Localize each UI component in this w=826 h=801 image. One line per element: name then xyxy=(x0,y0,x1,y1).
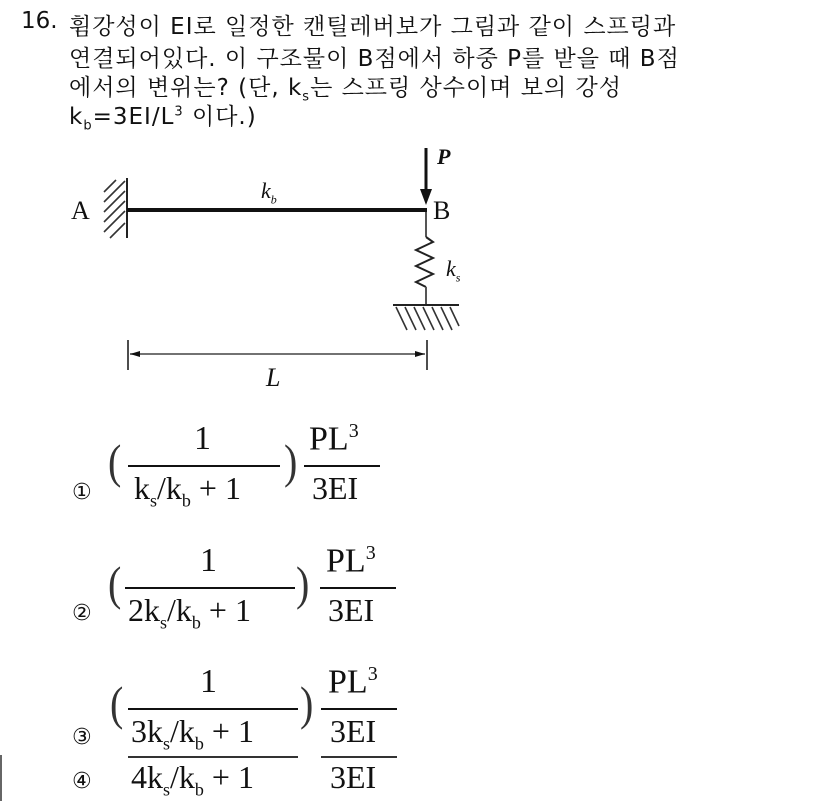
ks-k: k xyxy=(446,256,456,281)
ks-sub: s xyxy=(455,270,461,285)
den-rest: /k xyxy=(167,592,192,628)
sub-s: s xyxy=(160,612,168,633)
cube-superscript: 3 xyxy=(174,104,184,120)
sup3: 3 xyxy=(367,663,378,685)
option-marker-2: ② xyxy=(72,601,92,626)
option-marker-4: ④ xyxy=(72,769,92,794)
left-paren: ( xyxy=(108,434,122,489)
sub-b: b xyxy=(194,733,204,754)
k: k xyxy=(147,713,163,749)
label-kb xyxy=(261,178,277,207)
fraction-bar xyxy=(128,465,280,467)
sup3: 3 xyxy=(365,542,376,564)
fraction-bar xyxy=(125,587,295,589)
ground-hatch xyxy=(396,307,459,330)
fraction-bar xyxy=(128,708,298,710)
den-rest: /k xyxy=(170,759,195,795)
numerator: 1 xyxy=(194,420,211,457)
line3-rest: 는 스프링 상수이며 보의 강성 xyxy=(310,75,622,101)
sub-b: b xyxy=(194,779,204,800)
plus-one: + 1 xyxy=(203,713,254,749)
PL: PL xyxy=(328,663,368,701)
factor-bar xyxy=(321,708,397,710)
kb-k: k xyxy=(261,178,271,203)
fraction-bar xyxy=(128,756,298,758)
fixed-support-hatch xyxy=(104,180,125,238)
factor-numerator xyxy=(326,542,376,580)
label-L: L xyxy=(266,363,281,392)
den-rest: /k xyxy=(170,713,195,749)
factor-denominator: 3EI xyxy=(312,470,359,506)
label-B: B xyxy=(433,196,451,225)
left-paren: ( xyxy=(108,556,122,611)
ks-subscript: s xyxy=(302,89,311,105)
question-number: 16. xyxy=(21,8,58,34)
factor-numerator xyxy=(328,663,378,701)
sub-s: s xyxy=(150,490,158,511)
right-paren: ) xyxy=(300,676,314,731)
beam xyxy=(127,208,427,212)
plus-one: + 1 xyxy=(203,759,254,795)
den-rest: /k xyxy=(157,470,182,506)
factor-bar xyxy=(321,756,397,758)
numerator: 1 xyxy=(200,542,217,579)
question-line-1: 휨강성이 EI로 일정한 캔틸레버보가 그림과 같이 스프링과 xyxy=(69,14,677,40)
spring xyxy=(416,237,433,287)
kb-sub: b xyxy=(270,192,277,207)
sup3: 3 xyxy=(348,420,359,442)
factor-denominator: 3EI xyxy=(328,592,375,628)
numerator: 1 xyxy=(200,663,217,700)
label-P: P xyxy=(437,144,451,169)
denominator xyxy=(131,759,254,800)
line4-text: k xyxy=(69,104,84,130)
k: k xyxy=(144,592,160,628)
option-marker-3: ③ xyxy=(72,725,92,750)
plus-one: + 1 xyxy=(190,470,241,506)
factor-denominator: 3EI xyxy=(330,713,377,749)
right-paren: ) xyxy=(296,556,310,611)
line3-text: 에서의 변위는? (단, k xyxy=(69,75,303,101)
line4-mid: =3EI/L xyxy=(92,104,175,130)
sub-b: b xyxy=(181,490,191,511)
coef: 4 xyxy=(131,759,147,795)
right-paren: ) xyxy=(284,434,298,489)
sub-s: s xyxy=(163,733,171,754)
denominator xyxy=(134,470,241,511)
denominator xyxy=(131,713,254,754)
sub-s: s xyxy=(163,779,171,800)
option-marker-1: ① xyxy=(72,480,92,505)
left-paren: ( xyxy=(110,676,124,731)
factor-bar xyxy=(304,465,380,467)
coef: 3 xyxy=(131,713,147,749)
k: k xyxy=(147,759,163,795)
kb-subscript: b xyxy=(83,118,93,134)
factor-denominator: 3EI xyxy=(330,759,377,795)
PL: PL xyxy=(326,542,366,580)
factor-numerator xyxy=(309,420,359,458)
PL: PL xyxy=(309,420,349,458)
line4-rest: 이다.) xyxy=(183,104,257,130)
denominator xyxy=(128,592,251,633)
margin-line xyxy=(0,755,2,801)
coef: 2 xyxy=(128,592,144,628)
plus-one: + 1 xyxy=(200,592,251,628)
question-line-2: 연결되어있다. 이 구조물이 B점에서 하중 P를 받을 때 B점 xyxy=(69,46,680,72)
k: k xyxy=(134,470,150,506)
factor-bar xyxy=(320,587,396,589)
sub-b: b xyxy=(191,612,201,633)
label-A: A xyxy=(71,196,90,225)
label-ks xyxy=(446,256,460,285)
